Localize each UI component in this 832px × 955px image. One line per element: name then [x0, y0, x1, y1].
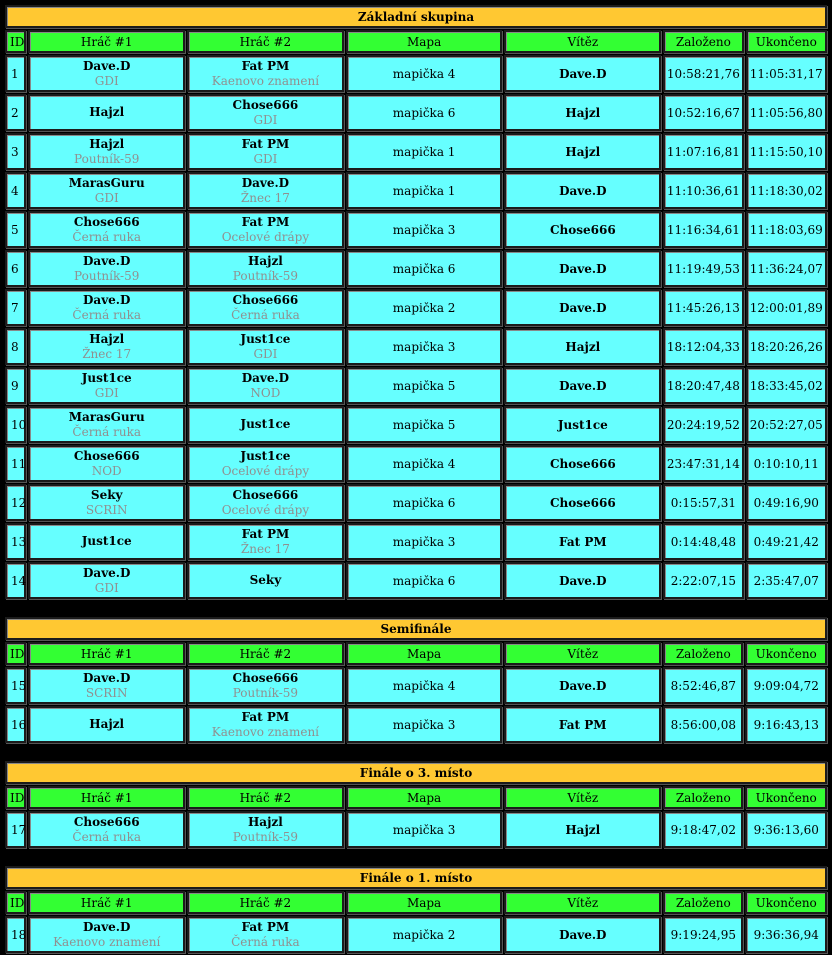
map-cell: mapička 2	[346, 916, 503, 953]
ended-time: 9:09:04,72	[745, 667, 827, 704]
started-time: 11:19:49,53	[663, 250, 743, 287]
player2-cell	[187, 133, 344, 170]
section-title-row	[5, 617, 827, 640]
winner-cell: Dave.D	[504, 667, 661, 704]
match-id: 10	[5, 406, 26, 443]
player1-cell	[28, 55, 185, 92]
player2-cell	[187, 706, 344, 743]
started-time: 20:24:19,52	[663, 406, 743, 443]
player-faction: Poutník-59	[232, 829, 299, 844]
match-id: 16	[5, 706, 26, 743]
player-name: Hajzl	[89, 136, 125, 151]
match-id: 5	[5, 211, 26, 248]
match-row	[5, 406, 827, 443]
started-time: 0:14:48,48	[663, 523, 743, 560]
winner-cell: Hajzl	[504, 811, 661, 848]
player-name: Chose666	[232, 97, 299, 112]
header-id: ID	[5, 891, 26, 914]
player-faction: Černá ruka	[72, 829, 141, 844]
player-faction: Ocelové drápy	[221, 502, 310, 517]
player-faction: Poutník-59	[74, 151, 140, 166]
map-cell: mapička 1	[346, 172, 503, 209]
started-time: 18:12:04,33	[663, 328, 743, 365]
header-ended: Ukončeno	[745, 891, 827, 914]
results-table	[3, 864, 829, 955]
started-time: 0:15:57,31	[663, 484, 743, 521]
winner-cell: Chose666	[504, 445, 661, 482]
winner-cell: Fat PM	[504, 706, 661, 743]
player-name: Chose666	[232, 292, 299, 307]
match-id: 11	[5, 445, 26, 482]
ended-time: 11:36:24,07	[746, 250, 827, 287]
player-faction: GDI	[94, 73, 119, 88]
header-ended: Ukončeno	[745, 642, 827, 665]
player2-cell	[187, 445, 344, 482]
player-name: Hajzl	[89, 331, 125, 346]
player-name: Dave.D	[83, 292, 131, 307]
player2-cell	[187, 55, 344, 92]
header-player2: Hráč #2	[187, 786, 344, 809]
winner-cell: Hajzl	[504, 328, 661, 365]
map-cell: mapička 3	[346, 523, 503, 560]
map-cell: mapička 4	[346, 667, 503, 704]
player-name: Fat PM	[241, 214, 290, 229]
player1-cell	[28, 172, 185, 209]
player-faction: Kaenovo znamení	[211, 73, 320, 88]
map-cell: mapička 2	[346, 289, 503, 326]
match-row	[5, 523, 827, 560]
player1-cell	[28, 667, 185, 704]
header-winner: Vítěz	[504, 642, 661, 665]
match-row	[5, 211, 827, 248]
winner-cell: Dave.D	[504, 55, 661, 92]
player-name: Fat PM	[241, 58, 290, 73]
player1-cell	[28, 406, 185, 443]
player-name: Dave.D	[83, 253, 131, 268]
ended-time: 9:16:43,13	[745, 706, 827, 743]
player2-cell	[187, 250, 344, 287]
match-row	[5, 328, 827, 365]
match-id: 17	[5, 811, 26, 848]
header-winner: Vítěz	[504, 30, 661, 53]
player1-cell	[28, 289, 185, 326]
section-title-row	[5, 761, 827, 784]
header-player1: Hráč #1	[28, 642, 185, 665]
player1-cell	[28, 445, 185, 482]
player-faction: Černá ruka	[72, 307, 142, 322]
player-faction: GDI	[94, 580, 119, 595]
player-faction: GDI	[94, 385, 119, 400]
player-name: Dave.D	[83, 565, 131, 580]
player-faction: SCRIN	[85, 685, 128, 700]
player-faction: Žnec 17	[240, 190, 290, 205]
section-title: Finále o 1. místo	[5, 866, 827, 889]
player2-cell	[187, 811, 344, 848]
winner-cell: Chose666	[504, 484, 661, 521]
header-ended: Ukončeno	[746, 30, 827, 53]
started-time: 9:19:24,95	[663, 916, 743, 953]
match-id: 15	[5, 667, 26, 704]
section-title: Základní skupina	[5, 5, 827, 28]
player-faction: GDI	[253, 151, 278, 166]
match-row	[5, 445, 827, 482]
player2-cell	[187, 94, 344, 131]
header-id: ID	[5, 642, 26, 665]
results-table	[3, 759, 829, 850]
player-faction: Ocelové drápy	[221, 229, 310, 244]
winner-cell: Hajzl	[504, 94, 661, 131]
map-cell: mapička 5	[346, 406, 503, 443]
player2-cell	[187, 328, 344, 365]
started-time: 8:52:46,87	[663, 667, 743, 704]
player-faction: Žnec 17	[82, 346, 132, 361]
player1-cell	[28, 133, 185, 170]
header-started: Založeno	[663, 786, 743, 809]
player2-cell	[187, 523, 344, 560]
match-row	[5, 667, 827, 704]
player-faction: GDI	[94, 190, 119, 205]
player-name: Dave.D	[241, 370, 290, 385]
started-time: 10:58:21,76	[663, 55, 743, 92]
map-cell: mapička 5	[346, 367, 503, 404]
match-row	[5, 367, 827, 404]
header-row	[5, 891, 827, 914]
header-map: Mapa	[346, 891, 503, 914]
section-title-row	[5, 5, 827, 28]
player2-cell	[187, 172, 344, 209]
winner-cell: Just1ce	[504, 406, 661, 443]
player-name: Just1ce	[240, 448, 291, 463]
map-cell: mapička 4	[346, 445, 503, 482]
ended-time: 9:36:13,60	[745, 811, 827, 848]
player-faction: NOD	[91, 463, 122, 478]
player-name: Seky	[90, 487, 123, 502]
match-row	[5, 172, 827, 209]
winner-cell: Hajzl	[504, 133, 661, 170]
player-faction: Kaenovo znamení	[211, 724, 320, 739]
ended-time: 0:49:21,42	[746, 523, 827, 560]
match-row	[5, 133, 827, 170]
player1-cell	[28, 811, 185, 848]
player-faction: Černá ruka	[72, 229, 142, 244]
player1-cell	[28, 94, 185, 131]
map-cell: mapička 6	[346, 484, 503, 521]
player-faction: NOD	[250, 385, 281, 400]
ended-time: 11:15:50,10	[746, 133, 827, 170]
match-id: 2	[5, 94, 26, 131]
winner-cell: Dave.D	[504, 172, 661, 209]
header-player1: Hráč #1	[28, 786, 185, 809]
map-cell: mapička 1	[346, 133, 503, 170]
match-id: 1	[5, 55, 26, 92]
player1-cell	[28, 562, 185, 599]
player-name: Fat PM	[241, 919, 290, 934]
ended-time: 18:20:26,26	[746, 328, 827, 365]
player-name: Seky	[249, 573, 282, 587]
player2-cell	[187, 406, 344, 443]
player1-cell	[28, 706, 185, 743]
player-name: Dave.D	[83, 919, 131, 934]
match-id: 8	[5, 328, 26, 365]
winner-cell: Fat PM	[504, 523, 661, 560]
player-name: Chose666	[73, 214, 140, 229]
player-faction: SCRIN	[85, 502, 128, 517]
header-started: Založeno	[663, 642, 743, 665]
match-row	[5, 55, 827, 92]
winner-cell: Chose666	[504, 211, 661, 248]
header-row	[5, 786, 827, 809]
ended-time: 0:10:10,11	[746, 445, 827, 482]
player-faction: Ocelové drápy	[221, 463, 310, 478]
player1-cell	[28, 523, 185, 560]
player-faction: Žnec 17	[240, 541, 290, 556]
match-id: 3	[5, 133, 26, 170]
header-started: Založeno	[663, 30, 743, 53]
player-name: Dave.D	[241, 175, 290, 190]
header-player2: Hráč #2	[187, 891, 344, 914]
ended-time: 18:33:45,02	[746, 367, 827, 404]
section-title-row	[5, 866, 827, 889]
match-row	[5, 250, 827, 287]
started-time: 9:18:47,02	[663, 811, 743, 848]
winner-cell: Dave.D	[504, 562, 661, 599]
header-row	[5, 30, 827, 53]
player2-cell	[187, 289, 344, 326]
winner-cell: Dave.D	[504, 916, 661, 953]
header-map: Mapa	[346, 786, 503, 809]
match-id: 7	[5, 289, 26, 326]
map-cell: mapička 3	[346, 211, 503, 248]
player1-cell	[28, 250, 185, 287]
ended-time: 0:49:16,90	[746, 484, 827, 521]
match-row	[5, 94, 827, 131]
header-id: ID	[5, 30, 26, 53]
header-player1: Hráč #1	[28, 30, 185, 53]
map-cell: mapička 3	[346, 328, 503, 365]
header-player1: Hráč #1	[28, 891, 185, 914]
match-id: 4	[5, 172, 26, 209]
started-time: 10:52:16,67	[663, 94, 743, 131]
ended-time: 11:05:56,80	[746, 94, 827, 131]
match-id: 14	[5, 562, 26, 599]
player-name: Hajzl	[89, 105, 125, 119]
ended-time: 11:18:30,02	[746, 172, 827, 209]
player-faction: Poutník-59	[74, 268, 140, 283]
player-name: Just1ce	[81, 370, 132, 385]
match-row	[5, 289, 827, 326]
player2-cell	[187, 916, 344, 953]
match-row	[5, 706, 827, 743]
results-table	[3, 615, 829, 745]
started-time: 2:22:07,15	[663, 562, 743, 599]
header-id: ID	[5, 786, 26, 809]
ended-time: 20:52:27,05	[746, 406, 827, 443]
winner-cell: Dave.D	[504, 367, 661, 404]
player-name: Chose666	[232, 487, 299, 502]
map-cell: mapička 3	[346, 706, 503, 743]
player-name: Hajzl	[248, 253, 283, 268]
player-name: Chose666	[73, 814, 140, 829]
player-name: Fat PM	[241, 526, 290, 541]
started-time: 11:07:16,81	[663, 133, 743, 170]
player-name: Fat PM	[241, 709, 290, 724]
ended-time: 9:36:36,94	[745, 916, 827, 953]
section-title: Semifinále	[5, 617, 827, 640]
header-map: Mapa	[346, 30, 503, 53]
header-player2: Hráč #2	[187, 642, 344, 665]
player-name: Chose666	[73, 448, 140, 463]
match-row	[5, 562, 827, 599]
player2-cell	[187, 667, 344, 704]
player-name: Hajzl	[89, 717, 125, 731]
header-started: Založeno	[663, 891, 743, 914]
player1-cell	[28, 328, 185, 365]
player-name: Just1ce	[81, 534, 132, 548]
match-id: 9	[5, 367, 26, 404]
ended-time: 2:35:47,07	[746, 562, 827, 599]
player-name: MarasGuru	[68, 409, 145, 424]
ended-time: 11:18:03,69	[746, 211, 827, 248]
player-faction: GDI	[253, 112, 278, 127]
player1-cell	[28, 916, 185, 953]
player2-cell	[187, 367, 344, 404]
player-faction: Poutník-59	[232, 685, 299, 700]
player-name: Fat PM	[241, 136, 290, 151]
player1-cell	[28, 211, 185, 248]
player-name: Chose666	[232, 670, 299, 685]
match-row	[5, 811, 827, 848]
match-id: 18	[5, 916, 26, 953]
header-winner: Vítěz	[504, 891, 661, 914]
player2-cell	[187, 562, 344, 599]
header-winner: Vítěz	[504, 786, 661, 809]
match-row	[5, 916, 827, 953]
player-name: Dave.D	[83, 670, 131, 685]
player-name: Just1ce	[240, 417, 291, 431]
started-time: 8:56:00,08	[663, 706, 743, 743]
player-faction: GDI	[253, 346, 278, 361]
header-ended: Ukončeno	[745, 786, 827, 809]
player-faction: Černá ruka	[72, 424, 142, 439]
header-row	[5, 642, 827, 665]
match-row	[5, 484, 827, 521]
player1-cell	[28, 367, 185, 404]
winner-cell: Dave.D	[504, 250, 661, 287]
results-table	[3, 3, 829, 601]
player-faction: Černá ruka	[231, 307, 300, 322]
player-name: Hajzl	[247, 814, 283, 829]
ended-time: 12:00:01,89	[746, 289, 827, 326]
player-faction: Poutník-59	[232, 268, 299, 283]
ended-time: 11:05:31,17	[746, 55, 827, 92]
map-cell: mapička 4	[346, 55, 503, 92]
header-player2: Hráč #2	[187, 30, 344, 53]
map-cell: mapička 3	[346, 811, 503, 848]
player-name: Just1ce	[240, 331, 291, 346]
map-cell: mapička 6	[346, 250, 503, 287]
section-title: Finále o 3. místo	[5, 761, 827, 784]
started-time: 11:45:26,13	[663, 289, 743, 326]
match-id: 12	[5, 484, 26, 521]
player1-cell	[28, 484, 185, 521]
started-time: 18:20:47,48	[663, 367, 743, 404]
started-time: 23:47:31,14	[663, 445, 743, 482]
player-faction: Černá ruka	[231, 934, 300, 949]
winner-cell: Dave.D	[504, 289, 661, 326]
map-cell: mapička 6	[346, 562, 503, 599]
player2-cell	[187, 484, 344, 521]
player-name: MarasGuru	[68, 175, 145, 190]
map-cell: mapička 6	[346, 94, 503, 131]
header-map: Mapa	[346, 642, 503, 665]
match-id: 13	[5, 523, 26, 560]
started-time: 11:10:36,61	[663, 172, 743, 209]
started-time: 11:16:34,61	[663, 211, 743, 248]
player-name: Dave.D	[83, 58, 131, 73]
match-id: 6	[5, 250, 26, 287]
player-faction: Kaenovo znamení	[53, 934, 161, 949]
player2-cell	[187, 211, 344, 248]
